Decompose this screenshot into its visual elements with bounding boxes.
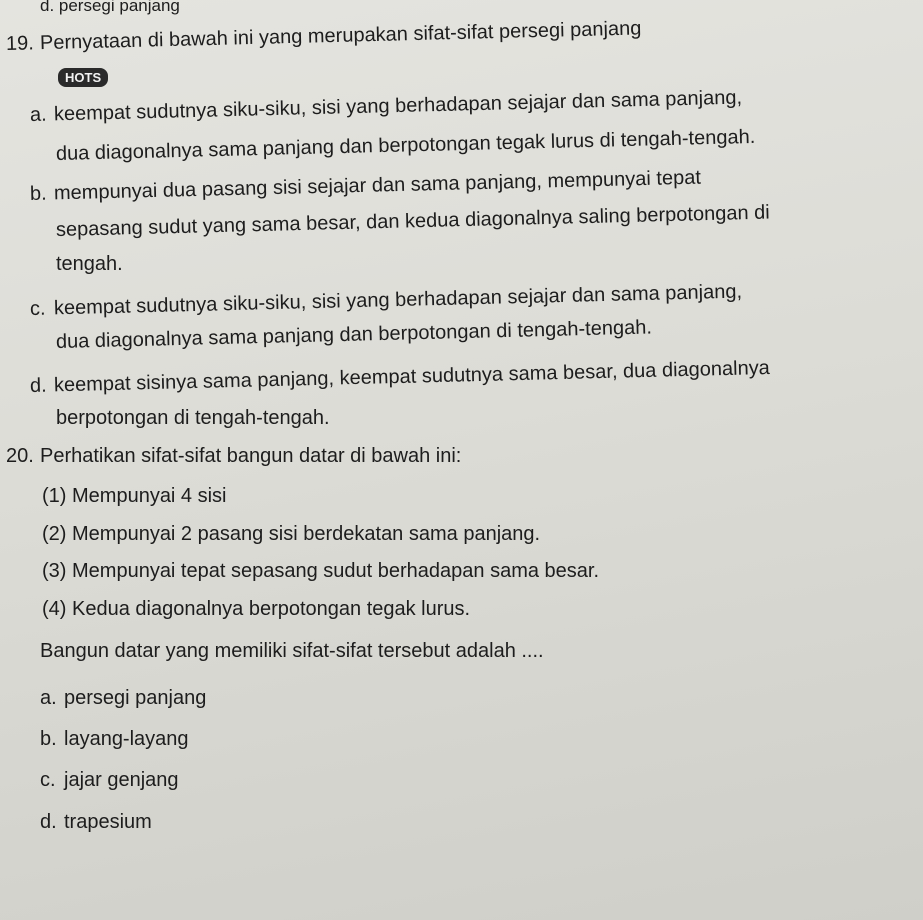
- q20-option-c: c. jajar genjang: [40, 769, 179, 791]
- q19-option-b: b. mempunyai dua pasang sisi sejajar dan sama panjang, mempunyai tepat: [29, 166, 702, 205]
- q19-option-b-line3: tengah.: [56, 253, 123, 275]
- hots-badge: HOTS: [58, 68, 108, 87]
- previous-option-fragment: d. persegi panjang: [40, 0, 180, 15]
- q19-option-c-line2: dua diagonalnya sama panjang dan berpotongan di tengah-tengah.: [55, 316, 653, 353]
- question-19-stem: 19. Pernyataan di bawah ini yang merupakan sifat-sifat persegi panjang: [5, 17, 642, 55]
- q20-property-3: (3) Mempunyai tepat sepasang sudut berhadapan sama besar.: [42, 560, 600, 582]
- q19-option-c: c. keempat sudutnya siku-siku, sisi yang berhadapan sejajar dan sama panjang,: [29, 280, 743, 320]
- q19-option-a-line2: dua diagonalnya sama panjang dan berpotongan tegak lurus di tengah-tengah.: [55, 125, 756, 165]
- q19-option-d: d. keempat sisinya sama panjang, keempat sudutnya sama besar, dua diagonalnya: [29, 356, 771, 397]
- q20-property-2: (2) Mempunyai 2 pasang sisi berdekatan sama panjang.: [42, 523, 541, 545]
- q20-option-d: d. trapesium: [40, 811, 152, 833]
- q20-option-b: b. layang-layang: [40, 728, 189, 750]
- question-20-stem: 20. Perhatikan sifat-sifat bangun datar di bawah ini:: [6, 445, 462, 467]
- question-19-number: 19.: [5, 32, 35, 55]
- question-20-number: 20.: [6, 445, 34, 467]
- q20-question: Bangun datar yang memiliki sifat-sifat tersebut adalah ....: [40, 640, 544, 662]
- q19-option-b-line2: sepasang sudut yang sama besar, dan kedua diagonalnya saling berpotongan di: [55, 201, 770, 241]
- q20-property-4: (4) Kedua diagonalnya berpotongan tegak lurus.: [42, 598, 471, 620]
- q19-option-a: a. keempat sudutnya siku-siku, sisi yang berhadapan sejajar dan sama panjang,: [29, 86, 743, 126]
- q19-option-d-line2: berpotongan di tengah-tengah.: [56, 407, 330, 429]
- q20-option-a: a. persegi panjang: [40, 687, 207, 709]
- q20-property-1: (1) Mempunyai 4 sisi: [42, 485, 227, 507]
